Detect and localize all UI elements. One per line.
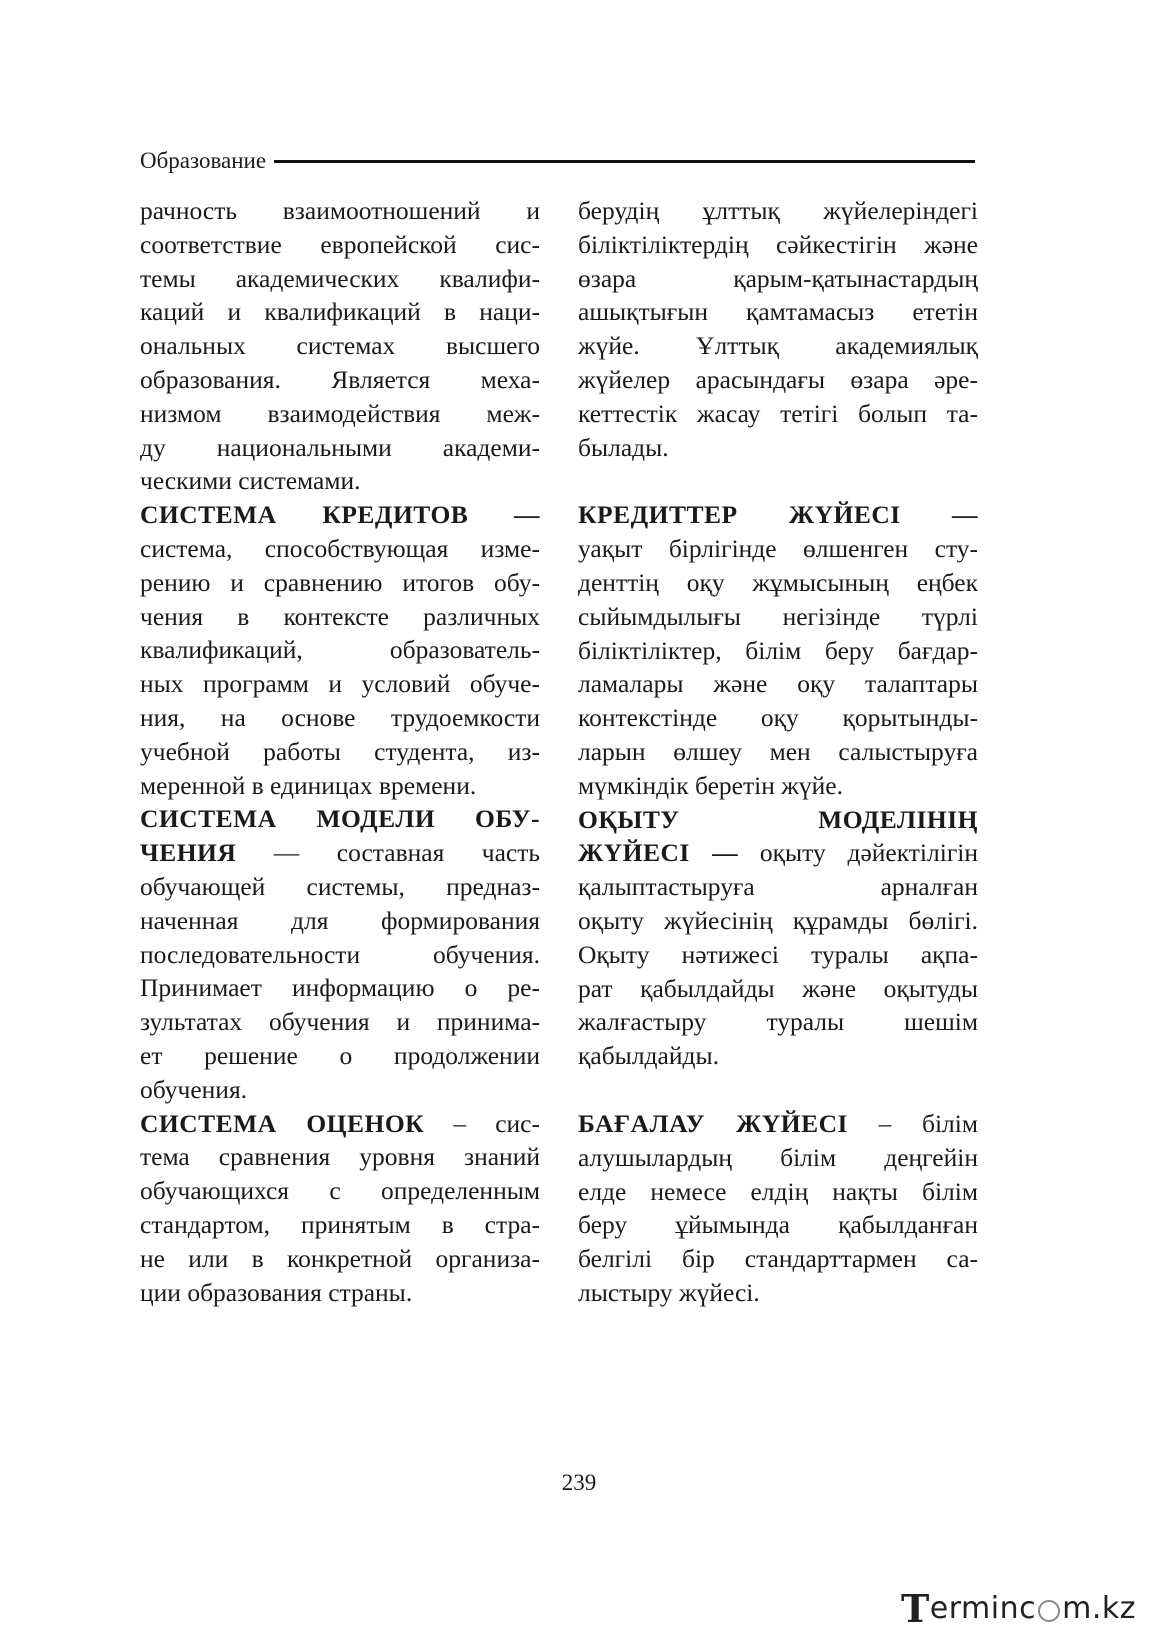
entry-continuation-ru [140,194,540,498]
text-line: меренной в единицах времени. [140,770,477,800]
text-line: жүйелер арасындағы өзара әре- [578,364,978,394]
text-line: контекстінде оқу қорытынды- [578,703,978,733]
term-line [140,1107,540,1141]
text-line: ческими системами. [140,466,361,496]
text-line: біліктіліктер, білім беру бағдар- [578,635,978,665]
text-line: обучающей системы, предназ- [140,871,540,901]
term: ОҚЫТУ МОДЕЛІНІҢ [578,804,978,834]
watermark-text: erminc [929,1591,1037,1626]
term: КРЕДИТТЕР ЖҮЙЕСІ — [578,500,978,530]
text-line: қабылдайды. [578,1041,719,1071]
text-line: ональных системах высшего [140,331,540,361]
text-line: ду национальными академи- [140,432,540,462]
text-line: Оқыту нәтижесі туралы ақпа- [578,939,978,969]
text-line: оқыту жүйесінің құрамды бөлігі. [578,905,978,935]
text-line: темы академических квалифи- [140,263,540,293]
term-line [578,1107,978,1141]
entry-learning-model-kz [578,803,978,1073]
text-line: рачность взаимоотношений и [140,196,540,225]
text-line: ции образования страны. [140,1277,413,1307]
term-line [140,836,540,870]
term-line [140,498,540,532]
text-line: беру ұйымында қабылданған [578,1210,978,1240]
text-line: образования. Является меха- [140,364,540,394]
term-line [140,802,540,836]
text-line: каций и квалификаций в наци- [140,297,540,327]
entry-grading-system-kz [578,1107,978,1310]
text-line: тема сравнения уровня знаний [140,1142,540,1172]
text-line: лыстыру жүйесі. [578,1277,760,1307]
term-line [578,836,978,870]
text-line: учебной работы студента, из- [140,736,540,766]
text-line: мүмкіндік беретін жүйе. [578,770,843,800]
entry-grading-system-ru [140,1107,540,1310]
text-line: жүйе. Ұлттық академиялық [578,331,978,361]
definition-start: оқыту дәйектілігін [759,838,978,868]
text-line: ларын өлшеу мен салыстыруға [578,736,978,766]
text-line: обучения. [140,1074,248,1104]
definition-start: – білім [878,1108,978,1138]
text-line: берудің ұлттық жүйелеріндегі [578,196,978,225]
text-line: последовательности обучения. [140,939,540,969]
term: БАҒАЛАУ ЖҮЙЕСІ [578,1108,848,1138]
text-line: ет решение о продолжении [140,1040,540,1070]
term-line [578,803,978,837]
watermark-text: m.kz [1062,1591,1136,1626]
text-line: ния, на основе трудоемкости [140,702,540,732]
text-line: рат қабылдайды және оқытуды [578,973,978,1003]
text-line: стандартом, принятым в стра- [140,1209,540,1239]
definition-start: — составная часть [273,838,540,868]
site-watermark [901,1586,1136,1631]
magnifier-icon [1038,1600,1060,1622]
left-column [140,194,540,1309]
term-line [578,498,978,532]
text-line: ламалары және оқу талаптары [578,669,978,699]
text-line: Принимает информацию о ре- [140,973,540,1003]
section-title: Образование [140,148,267,173]
text-line: обучающихся с определенным [140,1176,540,1206]
text-line: низмом взаимодействия меж- [140,398,540,428]
definition-start: – сис- [453,1108,540,1138]
right-column [578,194,978,1310]
text-line: былады. [578,432,669,462]
text-line: белгілі бір стандарттармен са- [578,1244,978,1274]
text-line: өзара қарым-қатынастардың [578,263,978,293]
entry-continuation-kz [578,194,978,464]
text-line: алушылардың білім деңгейін [578,1142,978,1172]
text-line: зультатах обучения и принима- [140,1007,540,1037]
term: СИСТЕМА ОЦЕНОК [140,1108,425,1138]
term: ЖҮЙЕСІ — [578,838,739,868]
term: СИСТЕМА МОДЕЛИ ОБУ- [140,804,540,834]
text-line: кеттестік жасау тетігі болып та- [578,398,978,428]
text-line: денттің оқу жұмысының еңбек [578,567,978,597]
text-line: ашықтығын қамтамасыз ететін [578,297,978,327]
watermark-letter: T [900,1586,930,1631]
entry-credit-system-ru [140,498,540,802]
spacer [578,1073,978,1107]
text-line: ных программ и условий обуче- [140,669,540,699]
entry-credit-system-kz [578,498,978,802]
spacer [578,464,978,498]
text-line: уақыт бірлігінде өлшенген сту- [578,534,978,564]
text-line: квалификаций, образователь- [140,635,540,665]
running-header [140,146,975,176]
entry-learning-model-ru [140,802,540,1106]
text-line: не или в конкретной организа- [140,1243,540,1273]
text-line: рению и сравнению итогов обу- [140,567,540,597]
text-line: жалғастыру туралы шешім [578,1007,978,1037]
text-line: біліктіліктердің сәйкестігін және [578,229,978,259]
text-line: қалыптастыруға арналған [578,872,978,902]
text-line: наченная для формирования [140,905,540,935]
text-line: сыйымдылығы негізінде түрлі [578,601,978,631]
text-line: чения в контексте различных [140,601,540,631]
text-line: система, способствующая изме- [140,533,540,563]
term: СИСТЕМА КРЕДИТОВ — [140,500,540,530]
text-line: соответствие европейской сис- [140,229,540,259]
text-line: елде немесе елдің нақты білім [578,1176,978,1206]
term: ЧЕНИЯ [140,838,237,868]
page-number: 239 [561,1470,597,1495]
header-rule [274,160,975,163]
